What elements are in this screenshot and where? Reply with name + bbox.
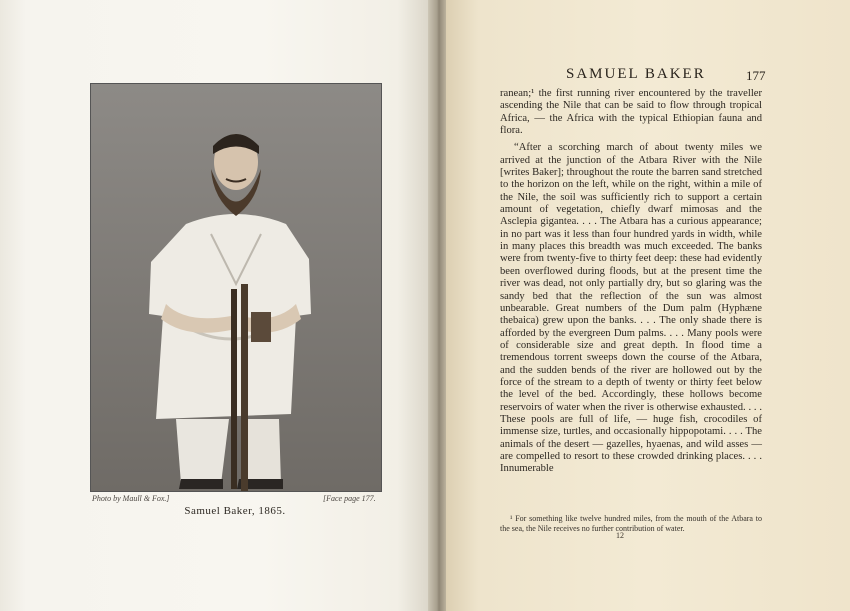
photo-credit: Photo by Maull & Fox.] [92,494,170,503]
photo-caption: Samuel Baker, 1865. [184,505,286,517]
portrait-illustration [91,84,381,491]
book-gutter [428,0,448,611]
face-page-note: [Face page 177. [323,494,376,503]
signature-mark: 12 [616,531,624,540]
paragraph-quote: “After a scorching march of about twenty miles we arrived at the junction of the Atbara River with the Nile [writes Baker]; throughout the route the barren sand stretched to the horizon on the left, while on the right, within a mile of the Nile, the soil was sufficiently rich to support a certain amount of vegetation, chiefly dwarf mimosas and the Asclepia gigantea. . . . The Atbara has a curious appearance; in no part was it less than four hundred yards in width, while in many places this breadth was much exceeded. The banks were from twenty-five to thirty feet deep: these had evidently been overflowed during floods, but at the present time the river was dead, not only partially dry, but so glaring was the sandy bed that the reflection of the sun was almost unbearable. Great numbers of the Dum palm (Hyphæne thebaica) grew upon the banks. . . . The only shade there is afforded by the evergreen Dum palms. . . . Many pools were of considerable size and great depth. In flood time a tremendous torrent sweeps down the course of the Atbara, and the sudden bends of the river are hollowed out by the force of the stream to a depth of twenty or thirty feet below the level of the bed. Accordingly, these hollows become reservoirs of water when the river is otherwise exhausted. . . . These pools are full of life, — huge fish, crocodiles of immense size, turtles, and occasionally hippopotami. . . . The animals of the desert — gazelles, hyaenas, and wild asses — are compelled to resort to these crowded drinking places. . . . Innumerable [500,142,762,475]
portrait-photo [90,83,382,492]
body-text [500,88,762,476]
footnote: ¹ For something like twelve hundred miles, from the mouth of the Atbara to the sea, the Nile receives no further contribution of water. [500,514,762,533]
running-head: SAMUEL BAKER [566,66,706,82]
paragraph: ranean;¹ the first running river encountered by the traveller ascending the Nile that can be said to flow through tropical Africa, — the Africa with the typical Ethiopian fauna and flora. [500,88,762,137]
page-number: 177 [746,68,766,83]
